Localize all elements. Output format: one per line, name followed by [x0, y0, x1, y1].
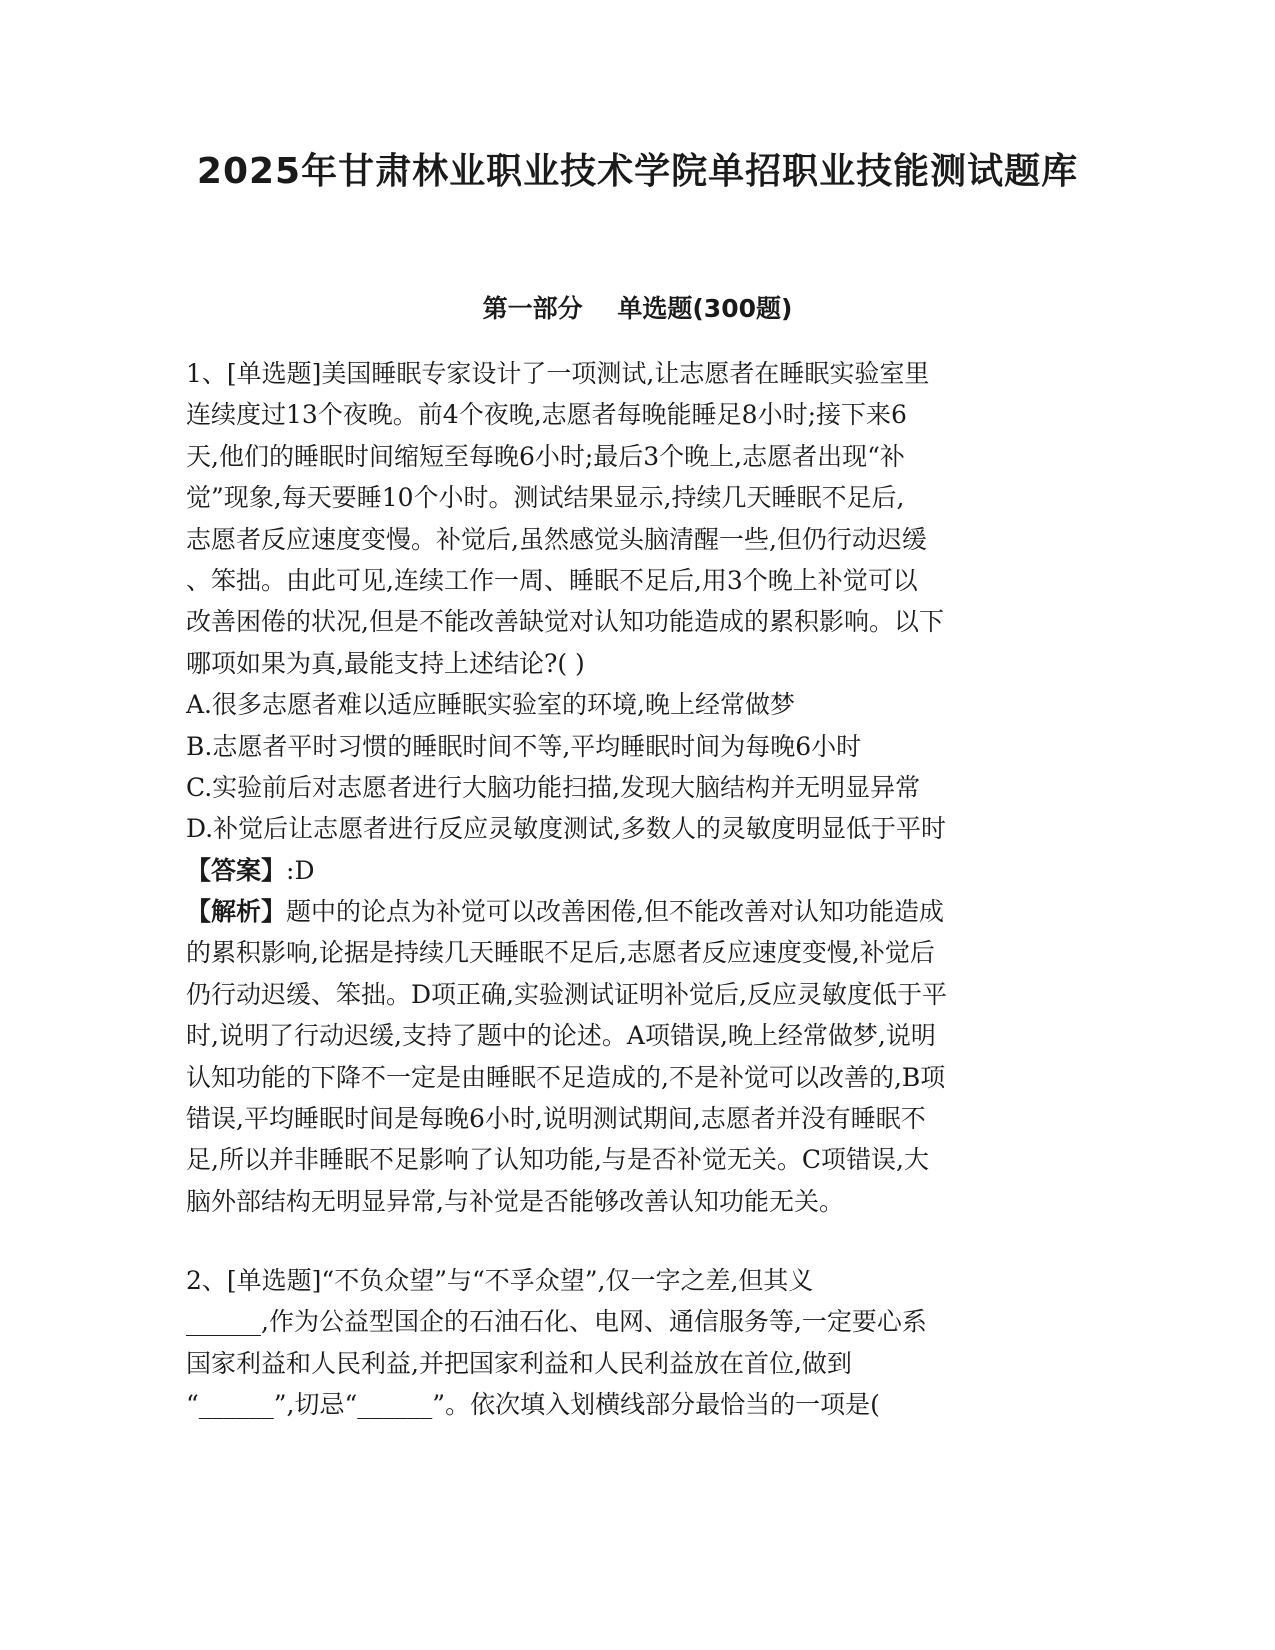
- option-c: C.实验前后对志愿者进行大脑功能扫描,发现大脑结构并无明显异常: [186, 772, 921, 802]
- question-1-stem-line: 1、[单选题]美国睡眠专家设计了一项测试,让志愿者在睡眠实验室里: [186, 359, 930, 388]
- analysis-line: [186, 891, 1076, 932]
- analysis-line: 的累积影响,论据是持续几天睡眠不足后,志愿者反应速度变慢,补觉后: [186, 938, 935, 968]
- analysis-line: 足,所以并非睡眠不足影响了认知功能,与是否补觉无关。C项错误,大: [186, 1145, 929, 1175]
- option-b: B.志愿者平时习惯的睡眠时间不等,平均睡眠时间为每晚6小时: [186, 731, 862, 761]
- option-a: A.很多志愿者难以适应睡眠实验室的环境,晚上经常做梦: [186, 690, 795, 720]
- document-title: 2025年甘肃林业职业技术学院单招职业技能测试题库: [196, 151, 1079, 192]
- question-1-stem-line: 觉”现象,每天要睡10个小时。测试结果显示,持续几天睡眠不足后,: [186, 483, 905, 513]
- question-1-stem-line: 改善困倦的状况,但是不能改善缺觉对认知功能造成的累积影响。以下: [186, 607, 944, 637]
- section-title: 第一部分 单选题(300题): [482, 294, 793, 323]
- analysis-text: 题中的论点为补觉可以改善困倦,但不能改善对认知功能造成: [286, 897, 944, 927]
- analysis-line: 认知功能的下降不一定是由睡眠不足造成的,不是补觉可以改善的,B项: [186, 1062, 946, 1092]
- question-1-stem-line: 、笨拙。由此可见,连续工作一周、睡眠不足后,用3个晚上补觉可以: [186, 565, 918, 595]
- analysis-line: 错误,平均睡眠时间是每晚6小时,说明测试期间,志愿者并没有睡眠不: [186, 1104, 926, 1134]
- question-1-stem-line: 连续度过13个夜晚。前4个夜晚,志愿者每晚能睡足8小时;接下来6: [186, 400, 907, 430]
- question-2: [186, 1260, 1076, 1426]
- analysis-line: 仍行动迟缓、笨拙。D项正确,实验测试证明补觉后,反应灵敏度低于平: [186, 979, 947, 1009]
- analysis-line: 脑外部结构无明显异常,与补觉是否能够改善认知功能无关。: [186, 1186, 844, 1216]
- question-1: [186, 353, 1076, 1222]
- analysis-label: 【解析】: [186, 897, 287, 927]
- question-1-stem-line: 哪项如果为真,最能支持上述结论?( ): [186, 648, 585, 678]
- question-1-stem-line: 天,他们的睡眠时间缩短至每晚6小时;最后3个晚上,志愿者出现“补: [186, 441, 905, 471]
- question-1-stem-line: 志愿者反应速度变慢。补觉后,虽然感觉头脑清醒一些,但仍行动迟缓: [186, 524, 927, 554]
- answer-line: [186, 850, 1076, 891]
- answer-label: 【答案】: [186, 855, 287, 885]
- question-2-stem-line: 2、[单选题]“不负众望”与“不孚众望”,仅一字之差,但其义: [186, 1266, 814, 1295]
- answer-value: :D: [286, 855, 315, 885]
- option-d: D.补觉后让志愿者进行反应灵敏度测试,多数人的灵敏度明显低于平时: [186, 814, 947, 844]
- question-2-stem-line: 国家利益和人民利益,并把国家利益和人民利益放在首位,做到: [186, 1348, 852, 1378]
- question-2-stem-line: “______”,切忌“______”。依次填入划横线部分最恰当的一项是(: [186, 1390, 880, 1420]
- question-2-stem-line: ______,作为公益型国企的石油石化、电网、通信服务等,一定要心系: [186, 1307, 927, 1337]
- analysis-line: 时,说明了行动迟缓,支持了题中的论述。A项错误,晚上经常做梦,说明: [186, 1021, 936, 1051]
